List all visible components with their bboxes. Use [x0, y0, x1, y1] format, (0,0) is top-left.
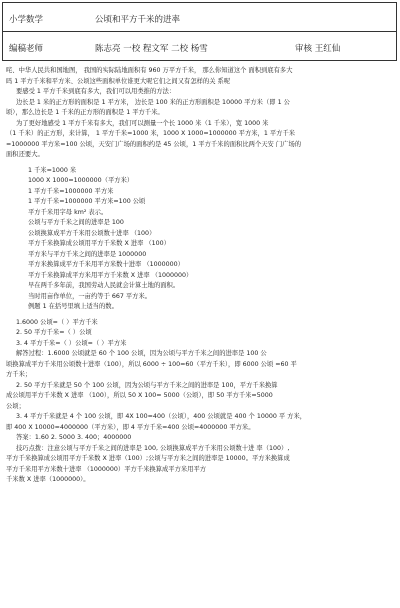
text-line: 即 400 X 10000=4000000（平方米），即 4 平方千米=400 公顷=4000000 平方米。: [6, 423, 255, 431]
authors-text: 陈志亮 一校 程文军 二校 杨雪: [95, 44, 208, 54]
header-row-1: [3, 3, 396, 32]
text-line: 1.6000 公顷=（ ）平方千米: [16, 318, 98, 326]
text-line: 吗 1 平方千米和平方米、公顷这些面积单位谁更大呢它们之间又有怎样的关 系呢: [6, 77, 231, 85]
text-line: 平方米与平方千米之间的进率是 1000000: [28, 250, 147, 258]
text-line: 公顷与平方千米之间的进率是 100: [28, 219, 124, 226]
topic-title: 公顷和平方千米的进率: [95, 15, 181, 25]
text-line: 早在两千多年前，我国劳动人民就会计算土地的面积。: [28, 282, 180, 289]
text-line: 技巧点拨：注意公顷与平方千米之间的进率是 100, 公顷换算成平方千米用公顷数十进 率（100）,: [16, 444, 290, 452]
text-line: 平方千米用平方米数十进率 （1000000）平方千米换算成平方米用平方: [6, 465, 207, 473]
text-line: 2. 50 平方千米就是 50 个 100 公顷，因为公顷与平方千米之间的进率是 100，平方千米换算: [16, 381, 278, 389]
text-line: 平方千米换算成公顷用平方千米数 X 进率 （100）: [28, 240, 170, 247]
text-line: 2. 50 平方千米=（ ）公顷: [16, 329, 92, 336]
text-line: 平方千米换算成平方米用平方千米数 X 进率 （1000000）: [28, 271, 193, 279]
text-line: 方千米；: [6, 371, 32, 378]
text-line: 要感受 1 平方千米到底有多大，我们可以用类推的方法：: [16, 88, 176, 95]
text-line: 顷换算成平方千米用公顷数十进率（100），所以 6000 ÷ 100=60（平方千米），即 6000 公顷 =60 平: [6, 360, 297, 368]
document-body: [6, 66, 394, 486]
text-line: =1000000 平方米=100 公顷，天安门广场的面积约是 45 公顷，1 平方千米的面积比两个天安 门广场的: [6, 140, 302, 148]
text-line: 公顷；: [6, 402, 25, 410]
text-line: 成公顷用平方千米数 X 进率 （100），所以 50 X 100= 5000（公顷），即 50 平方千米=5000: [6, 392, 273, 399]
text-line: 为了更好地感受 1 平方千米有多大，我们可以测量一个长 1000 米（1 千米），宽 1000 米: [16, 119, 269, 127]
text-line: 1 平方千米=1000000 平方米: [28, 187, 114, 195]
text-line: 顷），那么边长是 1 千米的正方形的面积是 1 平方千米。: [6, 109, 164, 116]
subject-label: 小学数学: [9, 15, 44, 25]
text-line: 边长是 1 米的正方形的面积是 1 平方米， 边长是 100 米的正方形面积是 10000 平方米（即 1 公: [16, 98, 290, 106]
text-line: 平方千米用字母 km² 表示。: [28, 208, 108, 216]
text-line: 解答过程：1.6000 公顷就是 60 个 100 公顷，因为公顷与平方千米之间的进率是 100 公: [16, 350, 267, 357]
text-line: 面积还要大。: [6, 151, 44, 158]
text-line: 1000 X 1000=1000000（平方米）: [28, 177, 134, 184]
header-table: [2, 2, 397, 61]
text-line: 平方千米换算成公顷用平方千米数 X 进率（100）;公顷与平方米之间的进率是 10000。平方米换算成: [6, 455, 290, 462]
text-line: 3. 4 平方千米就是 4 个 100 公顷，即 4X 100=400（公顷），400 公顷就是 400 个 10000 平 方米，: [16, 413, 307, 420]
text-line: 公顷换算成平方千米用公顷数十进率 （100）: [28, 229, 156, 237]
text-line: 1 千米=1000 米: [28, 166, 77, 174]
text-line: 咤、中华人民共和国地图， 我国的实际陆地面积有 960 万平方千米， 那么你知道这个 面积到底有多大: [6, 67, 293, 74]
text-line: （1 千米）的正方形，来计算， 1 平方千米=1000 米，1000 X 1000=1000000 平方米，1 平方千米: [6, 130, 296, 137]
text-line: 1 平方千米=1000000 平方米=100 公顷: [28, 198, 146, 205]
text-line: 3. 4 平方千米=（ ）公顷=（ ）平方米: [16, 339, 127, 347]
header-row-2: [3, 32, 396, 60]
text-line: 答案：1.60 2. 5000 3. 400；4000000: [16, 434, 132, 441]
text-line: 例题 1 在括号里填上适当的数。: [28, 303, 118, 310]
text-line: 千米数 X 进率（1000000）。: [6, 476, 90, 483]
text-line: 当时用亩作单位，一亩约等于 667 平方米。: [28, 292, 152, 300]
reviewer-text: 审核 王红仙: [295, 44, 341, 54]
author-label: 编稿老师: [9, 44, 44, 54]
text-line: 平方米换算成平方千米用平方米数十进率 （1000000）: [28, 261, 184, 268]
